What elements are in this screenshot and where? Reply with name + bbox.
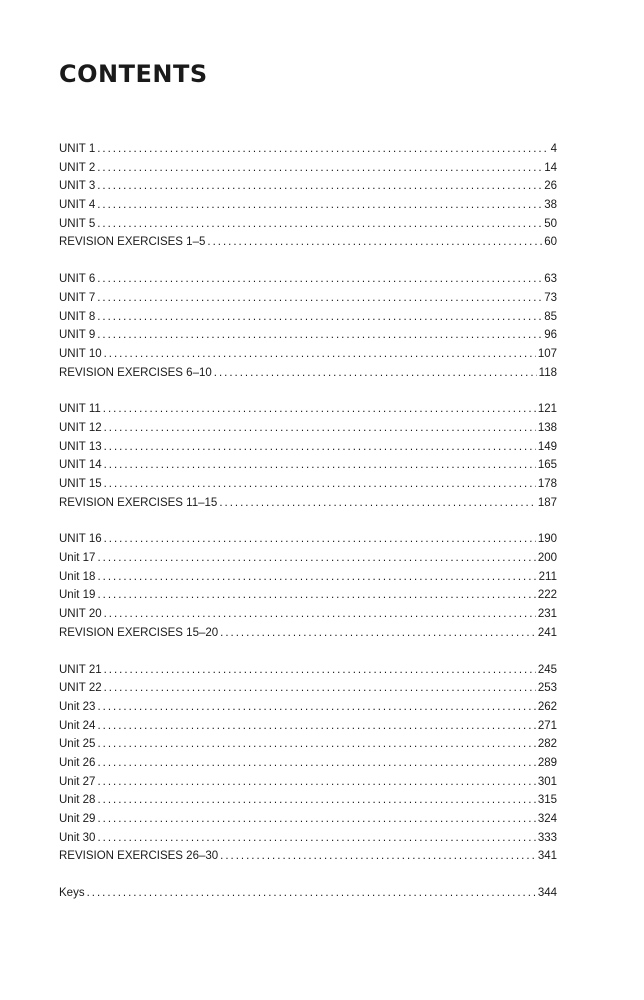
toc-entry-label: Unit 28 <box>59 794 96 807</box>
dot-leader <box>219 494 536 513</box>
toc-group <box>59 884 557 903</box>
toc-entry[interactable] <box>59 289 557 308</box>
toc-entry[interactable] <box>59 530 557 549</box>
toc-entry-label: UNIT 22 <box>59 682 102 695</box>
toc-entry[interactable] <box>59 791 557 810</box>
toc-entry-label: UNIT 1 <box>59 143 96 155</box>
toc-entry[interactable] <box>59 308 557 327</box>
toc-entry-label: Keys <box>59 887 85 900</box>
dot-leader <box>104 605 536 624</box>
toc-group <box>59 140 557 252</box>
toc-entry-label: UNIT 5 <box>59 217 96 230</box>
toc-entry-label: UNIT 21 <box>59 663 102 676</box>
toc-entry[interactable] <box>59 196 557 215</box>
toc-entry-label: UNIT 9 <box>59 329 96 342</box>
toc-entry-label: UNIT 6 <box>59 273 96 286</box>
toc-entry-page-number: 121 <box>537 403 557 416</box>
dot-leader <box>97 810 535 829</box>
toc-entry[interactable] <box>59 698 557 717</box>
toc-entry[interactable] <box>59 215 557 234</box>
toc-entry-label: UNIT 16 <box>59 533 102 546</box>
dot-leader <box>103 400 536 419</box>
toc-entry-label: Unit 25 <box>59 738 96 751</box>
toc-entry-page-number: 301 <box>537 775 557 788</box>
toc-entry[interactable] <box>59 624 557 643</box>
toc-entry-label: UNIT 13 <box>59 440 102 453</box>
toc-entry-page-number: 333 <box>537 831 557 844</box>
toc-entry-page-number: 4 <box>550 143 557 155</box>
dot-leader <box>97 289 542 308</box>
toc-entry[interactable] <box>59 605 557 624</box>
toc-entry[interactable] <box>59 773 557 792</box>
toc-entry[interactable] <box>59 456 557 475</box>
toc-entry-label: UNIT 12 <box>59 421 102 434</box>
toc-entry-label: UNIT 4 <box>59 199 96 212</box>
toc-entry[interactable] <box>59 159 557 178</box>
toc-entry-label: Unit 26 <box>59 756 96 769</box>
toc-entry-label: UNIT 7 <box>59 291 96 304</box>
toc-entry-page-number: 324 <box>537 813 557 825</box>
toc-entry-label: REVISION EXERCISES 26–30 <box>59 850 219 863</box>
dot-leader <box>104 419 536 438</box>
toc-entry-label: UNIT 15 <box>59 478 102 490</box>
toc-group <box>59 400 557 512</box>
toc-entry-page-number: 231 <box>537 608 557 621</box>
dot-leader <box>97 326 542 345</box>
toc-entry-label: Unit 23 <box>59 700 96 713</box>
toc-entry-page-number: 26 <box>544 180 557 193</box>
dot-leader <box>104 345 536 364</box>
toc-entry-page-number: 222 <box>537 589 557 602</box>
dot-leader <box>97 773 535 792</box>
toc-entry-label: UNIT 14 <box>59 459 102 472</box>
toc-entry-label: Unit 30 <box>59 831 96 844</box>
toc-entry-page-number: 262 <box>537 700 557 713</box>
toc-entry-page-number: 178 <box>537 478 557 490</box>
toc-entry-page-number: 253 <box>537 682 557 695</box>
toc-entry-page-number: 315 <box>537 794 557 807</box>
toc-entry-page-number: 14 <box>544 161 557 174</box>
toc-entry-page-number: 245 <box>537 663 557 676</box>
dot-leader <box>207 233 542 252</box>
toc-entry-page-number: 96 <box>544 329 557 342</box>
toc-entry[interactable] <box>59 345 557 364</box>
toc-entry[interactable] <box>59 177 557 196</box>
toc-entry-page-number: 241 <box>537 626 557 639</box>
toc-entry-label: REVISION EXERCISES 15–20 <box>59 626 219 639</box>
dot-leader <box>97 568 536 587</box>
toc-entry-page-number: 149 <box>537 440 557 453</box>
toc-group <box>59 530 557 642</box>
dot-leader <box>97 586 535 605</box>
toc-entry-page-number: 138 <box>537 421 557 434</box>
toc-entry[interactable] <box>59 754 557 773</box>
toc-entry-label: Unit 24 <box>59 719 96 732</box>
toc-entry[interactable] <box>59 400 557 419</box>
dot-leader <box>104 438 536 457</box>
dot-leader <box>104 530 536 549</box>
dot-leader <box>104 475 536 494</box>
toc-entry-page-number: 165 <box>537 459 557 472</box>
dot-leader <box>97 791 535 810</box>
toc-entry[interactable] <box>59 438 557 457</box>
toc-entry-label: UNIT 2 <box>59 161 96 174</box>
toc-entry[interactable] <box>59 419 557 438</box>
dot-leader <box>97 140 548 159</box>
toc-entry[interactable] <box>59 475 557 494</box>
dot-leader <box>97 196 542 215</box>
toc-entry[interactable] <box>59 586 557 605</box>
dot-leader <box>97 829 535 848</box>
toc-entry-page-number: 63 <box>544 273 557 286</box>
dot-leader <box>97 177 542 196</box>
toc-entry-page-number: 282 <box>537 738 557 751</box>
toc-entry[interactable] <box>59 810 557 829</box>
toc-entry-page-number: 50 <box>544 217 557 230</box>
toc-entry[interactable] <box>59 233 557 252</box>
toc-entry-page-number: 200 <box>537 552 557 565</box>
dot-leader <box>220 624 536 643</box>
toc-entry-label: REVISION EXERCISES 11–15 <box>59 496 218 509</box>
toc-entry[interactable] <box>59 884 557 903</box>
toc-entry-page-number: 341 <box>537 850 557 863</box>
dot-leader <box>214 364 537 383</box>
toc-entry[interactable] <box>59 140 557 159</box>
dot-leader <box>104 679 536 698</box>
dot-leader <box>220 847 536 866</box>
toc-entry[interactable] <box>59 661 557 680</box>
toc-entry-page-number: 73 <box>544 291 557 304</box>
toc-entry-page-number: 118 <box>538 366 557 379</box>
dot-leader <box>97 308 542 327</box>
toc-group <box>59 270 557 382</box>
dot-leader <box>97 754 535 773</box>
toc-entry-label: Unit 27 <box>59 775 96 788</box>
toc-entry-label: UNIT 11 <box>59 403 101 416</box>
toc-entry[interactable] <box>59 568 557 587</box>
toc-entry-label: UNIT 3 <box>59 180 96 193</box>
toc-entry[interactable] <box>59 679 557 698</box>
toc-entry-page-number: 211 <box>538 570 557 583</box>
dot-leader <box>97 698 535 717</box>
toc-entry[interactable] <box>59 326 557 345</box>
toc-entry-page-number: 107 <box>537 347 557 360</box>
toc-entry-label: Unit 29 <box>59 813 96 825</box>
toc-entry-page-number: 38 <box>544 199 557 212</box>
dot-leader <box>97 270 542 289</box>
toc-entry[interactable] <box>59 270 557 289</box>
dot-leader <box>97 549 535 568</box>
toc-entry-label: Unit 19 <box>59 589 96 602</box>
toc-entry-page-number: 289 <box>537 756 557 769</box>
toc-entry-page-number: 85 <box>544 310 557 323</box>
toc-entry-label: UNIT 20 <box>59 608 102 621</box>
dot-leader <box>87 884 536 903</box>
dot-leader <box>97 735 535 754</box>
toc-entry[interactable] <box>59 494 557 513</box>
toc-entry[interactable] <box>59 829 557 848</box>
dot-leader <box>97 215 542 234</box>
toc-entry-label: REVISION EXERCISES 6–10 <box>59 366 212 379</box>
table-of-contents <box>59 140 557 921</box>
dot-leader <box>104 456 536 475</box>
toc-entry[interactable] <box>59 364 557 383</box>
dot-leader <box>97 717 535 736</box>
toc-entry-page-number: 190 <box>537 533 557 546</box>
toc-entry-label: Unit 18 <box>59 570 96 583</box>
toc-entry[interactable] <box>59 549 557 568</box>
toc-entry-label: UNIT 8 <box>59 310 96 323</box>
toc-group <box>59 661 557 867</box>
dot-leader <box>104 661 536 680</box>
toc-entry-page-number: 60 <box>544 236 557 249</box>
toc-entry[interactable] <box>59 847 557 866</box>
toc-entry[interactable] <box>59 735 557 754</box>
toc-entry-label: REVISION EXERCISES 1–5 <box>59 236 206 249</box>
toc-entry-page-number: 344 <box>537 887 557 900</box>
page-title: CONTENTS <box>59 60 208 88</box>
dot-leader <box>97 159 542 178</box>
toc-entry[interactable] <box>59 717 557 736</box>
toc-entry-page-number: 187 <box>537 496 557 509</box>
toc-entry-page-number: 271 <box>537 719 557 732</box>
toc-entry-label: Unit 17 <box>59 552 96 565</box>
toc-entry-label: UNIT 10 <box>59 347 102 360</box>
